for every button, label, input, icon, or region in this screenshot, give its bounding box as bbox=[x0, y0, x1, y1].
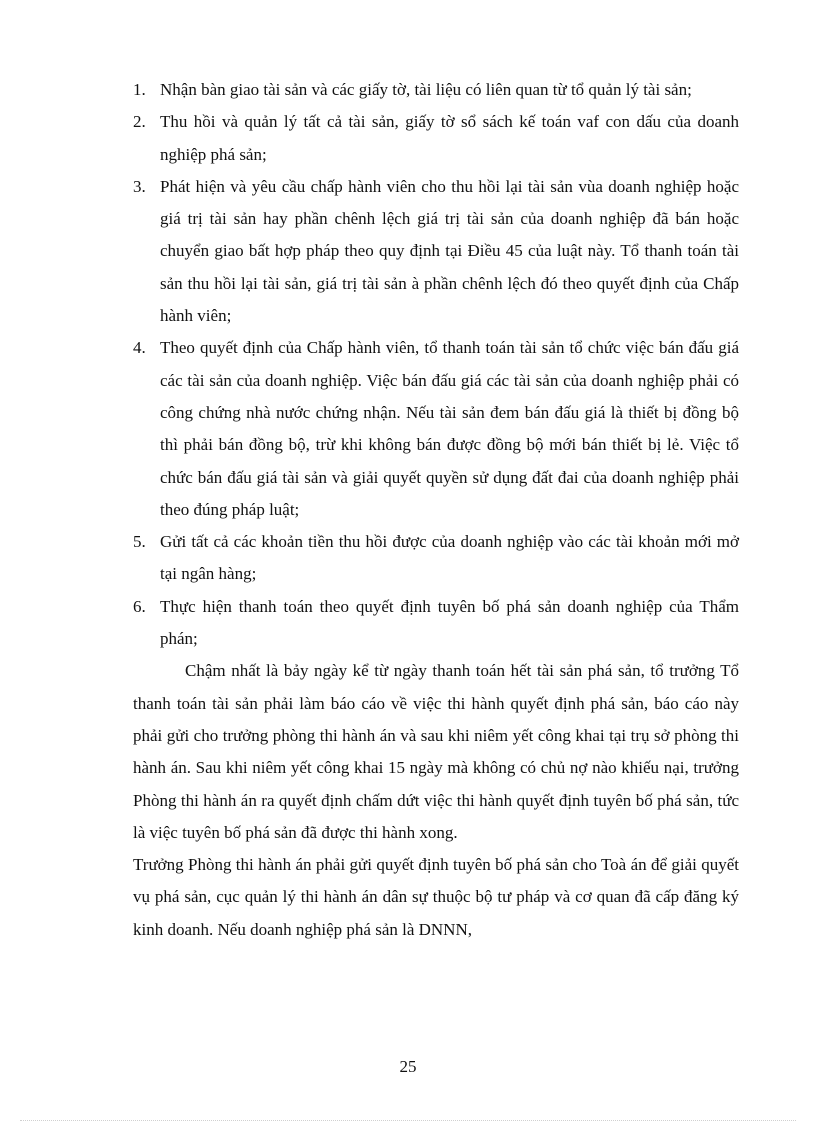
list-item bbox=[133, 332, 739, 526]
list-item bbox=[133, 171, 739, 332]
list-item-text: Nhận bàn giao tài sản và các giấy tờ, tài liệu có liên quan từ tổ quản lý tài sản; bbox=[160, 80, 692, 99]
list-item-number: 1. bbox=[133, 80, 146, 99]
list-item-text: Gửi tất cả các khoản tiền thu hồi được của doanh nghiệp vào các tài khoản mới mở tại ngân hàng; bbox=[160, 532, 739, 584]
list-item-number: 2. bbox=[133, 112, 146, 132]
list-item bbox=[133, 591, 739, 656]
page-body bbox=[133, 74, 739, 946]
list-item-text: Phát hiện và yêu cầu chấp hành viên cho thu hồi lại tài sản vùa doanh nghiệp hoặc giá trị tài sản hay phần chênh lệch giá trị tài sản của doanh nghiệp đã bán hoặc chuyển giao bất hợp pháp theo quy định tại Điều 45 của luật này. Tổ thanh toán tài sản thu hồi lại tài sản, giá trị tài sản à phần chênh lệch đó theo quyết định của Chấp hành viên; bbox=[160, 176, 739, 326]
page-bottom-divider bbox=[20, 1120, 796, 1121]
list-item-number: 4. bbox=[133, 338, 146, 358]
list-item-number: 6. bbox=[133, 596, 146, 616]
numbered-list bbox=[133, 74, 739, 655]
body-paragraph: Trưởng Phòng thi hành án phải gửi quyết định tuyên bố phá sản cho Toà án để giải quyết vụ phá sản, cục quản lý thi hành án dân sự thuộc bộ tư pháp và cơ quan đã cấp đăng ký kinh doanh. Nếu doanh nghiệp phá sản là DNNN, bbox=[133, 855, 739, 939]
list-item bbox=[133, 74, 739, 106]
list-item bbox=[133, 106, 739, 171]
list-item-number: 5. bbox=[133, 532, 146, 552]
list-item-text: Theo quyết định của Chấp hành viên, tổ thanh toán tài sản tổ chức việc bán đấu giá các tài sản của doanh nghiệp. Việc bán đấu giá các tài sản của doanh nghiệp phải có công chứng nhà nước chứng nhận. Nếu tài sản đem bán đấu giá là thiết bị đồng bộ thì phải bán đồng bộ, trừ khi không bán được đồng bộ mới bán thiết bị lẻ. Việc tổ chức bán đấu giá tài sản và giải quyết quyền sử dụng đất đai của doanh nghiệp phải theo đúng pháp luật; bbox=[160, 338, 739, 519]
page-number: 25 bbox=[399, 1057, 417, 1076]
body-paragraph: Chậm nhất là bảy ngày kể từ ngày thanh toán hết tài sản phá sản, tổ trưởng Tổ thanh toán tài sản phải làm báo cáo về việc thi hành quyết định phá sản, báo cáo này phải gửi cho trưởng phòng thi hành án và sau khi niêm yết công khai tại trụ sở phòng thi hành án. Sau khi niêm yết công khai 15 ngày mà không có chủ nợ nào khiếu nại, trưởng Phòng thi hành án ra quyết định chấm dứt việc thi hành quyết định tuyên bố phá sản, tức là việc tuyên bố phá sản đã được thi hành xong. bbox=[133, 661, 739, 842]
list-item-text: Thu hồi và quản lý tất cả tài sản, giấy tờ sổ sách kế toán vaf con dấu của doanh nghiệp phá sản; bbox=[160, 112, 739, 164]
list-item bbox=[133, 526, 739, 591]
list-item-number: 3. bbox=[133, 176, 146, 196]
list-item-text: Thực hiện thanh toán theo quyết định tuyên bố phá sản doanh nghiệp của Thẩm phán; bbox=[160, 596, 739, 649]
